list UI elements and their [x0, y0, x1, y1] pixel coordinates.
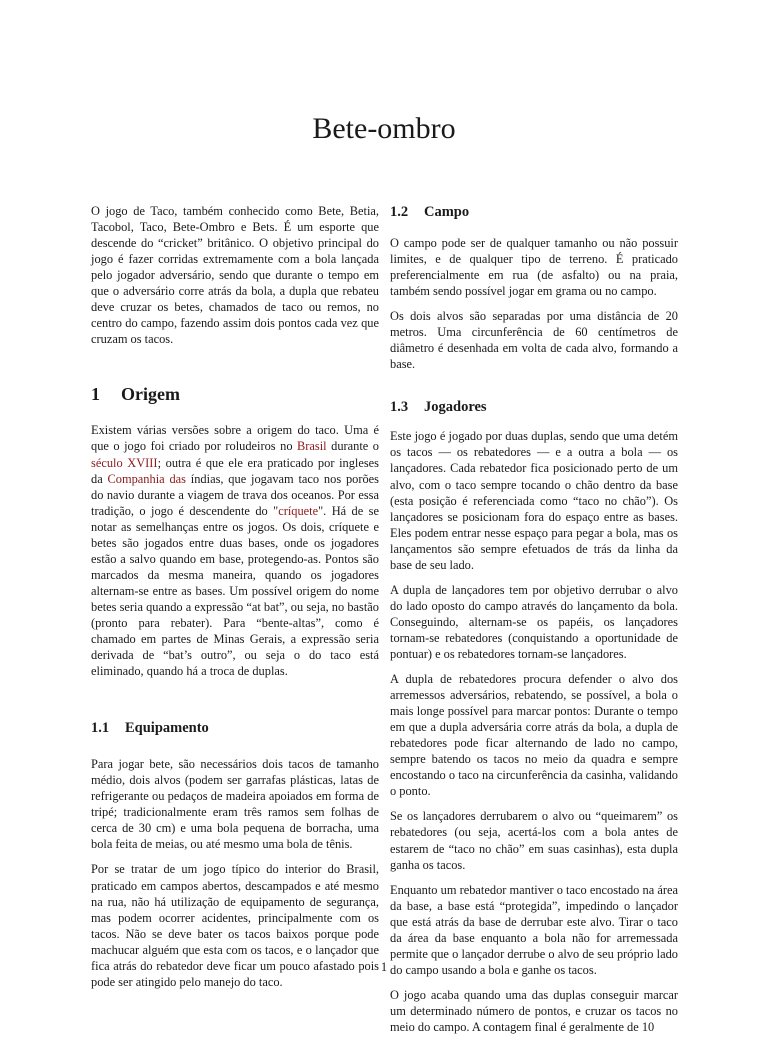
section-heading-jogadores [390, 398, 678, 416]
text-run: ; outra é que ele era praticado por ingleses da [91, 455, 379, 486]
page-number: 1 [380, 960, 388, 974]
section-heading-campo [390, 203, 678, 221]
section-heading-equipamento [91, 719, 379, 737]
left-column [91, 203, 379, 999]
right-column [390, 203, 678, 1044]
page-title: Bete-ombro [312, 112, 456, 145]
link-seculo-xviii[interactable]: século XVIII [91, 455, 158, 470]
text-run: ". Há de se notar as semelhanças entre os jogos. Os dois, críquete e betes são jogados entre duas bases, onde os jogadores estão a salvo quando em base, protegendo-as. Pontos são marcados da mesma maneira, quando os jogadores alternam-se entre as bases. Um possível origem do nome betes seria quando a expressão “at bat”, ou seja, no bastão (pronto para rebater). Para “bente-altas”, como é chamado em partes de Minas Gerais, a expressão seria derivada de “bat’s outro”, ou seja o do taco está eliminado, quando há a troca de duplas. [91, 503, 379, 679]
link-companhia-das[interactable]: Companhia das [107, 471, 186, 486]
section-number: 1.2 [390, 204, 409, 220]
jogadores-paragraph-4: Se os lançadores derrubarem o alvo ou “queimarem” os rebatedores (ou seja, acertá-los com a bola antes de estarem de “taco no chão” em suas casinhas), esta dupla ganha os tacos. [390, 809, 678, 872]
campo-paragraph-1: O campo pode ser de qualquer tamanho ou não possuir limites, e de qualquer tipo de terreno. É praticado preferencialmente em rua (de asfalto) ou na praia, também sendo possível jogar em grama ou no campo. [390, 236, 678, 299]
section-title: Equipamento [125, 720, 209, 737]
jogadores-paragraph-6: O jogo acaba quando uma das duplas conseguir marcar um determinado número de pontos, e cruzar os tacos no meio do campo. A contagem final é geralmente de 10 [390, 987, 678, 1034]
section-number: 1 [91, 384, 100, 405]
text-run: durante o [326, 439, 380, 454]
origem-paragraph [91, 422, 379, 679]
jogadores-paragraph-3: A dupla de rebatedores procura defender o alvo dos arremessos adversários, rebatendo, se possível, a bola o mais longe possível para marcar pontos: Durante o tempo em que a dupla adversária corre atrás da bola, a dupla de rebatedores pode ficar alternando de lado no campo, sempre batendo os tacos no meio da quadra e sempre encostando o taco na circunferência da casinha, validando o ponto. [390, 672, 678, 799]
text-run: índias, que jogavam taco nos porões do navio durante a viagem de trava dos oceanos. Por essa tradição, o jogo é descendente do " [91, 471, 379, 518]
jogadores-paragraph-1: Este jogo é jogado por duas duplas, sendo que uma detém os tacos — os rebatedores — e a outra a bola — os lançadores. Cada rebatedor fica posicionado perto de um alvo, com o taco sempre tocando o chão dentro da base (esta posição é referenciada como “taco no chão”). Os lançadores se posicionam fora do espaço entre as bases. Eles podem entrar nesse espaço para pegar a bola, mas os lançamentos são sempre efetuados de trás da linha da base de seu lado. [390, 429, 678, 572]
section-title: Campo [424, 204, 470, 220]
section-number: 1.1 [91, 720, 110, 737]
jogadores-paragraph-2: A dupla de lançadores tem por objetivo derrubar o alvo do lado oposto do campo através do lançamento da bola. Conseguindo, alternam-se os papéis, os lançadores tornam-se rebatedores (conquistando a oportunidade de pontuar) e os rebatedores tornam-se lançadores. [390, 582, 678, 661]
equipamento-paragraph-2: Por se tratar de um jogo típico do interior do Brasil, praticado em campos abertos, descampados e até mesmo na rua, não há utilização de equipamento de segurança, mas podem ocorrer acidentes, principalmente com os tacos. Não se deve bater os tacos baixos porque pode machucar alguém que esta com os tacos, e o lançador que fica atrás do rebatedor deve ficar um pouco afastado pois pode ser atingido pelo manejo do taco. [91, 862, 379, 989]
section-title: Origem [121, 384, 180, 405]
campo-paragraph-2: Os dois alvos são separadas por uma distância de 20 metros. Uma circunferência de 60 centímetros de diâmetro é desenhada em volta de cada alvo, formando a base. [390, 309, 678, 372]
section-heading-origem [91, 383, 379, 405]
text-run: Existem várias versões sobre a origem do taco. Uma é que o jogo foi criado por roludeiros no [91, 423, 379, 454]
equipamento-paragraph-1: Para jogar bete, são necessários dois tacos de tamanho médio, dois alvos (podem ser garrafas plásticas, latas de refrigerante ou pedaços de madeira apoiados em forma de tripé; tradicionalmente eram três ramos sem folhas de cerca de 30 cm) e uma bola pequena de borracha, uma bola feita de meias, ou até mesmo uma bola de tênis. [91, 757, 379, 852]
link-brasil[interactable]: Brasil [297, 439, 327, 454]
intro-paragraph: O jogo de Taco, também conhecido como Bete, Betia, Tacobol, Taco, Bete-Ombro e Bets. É um esporte que descende do “cricket” britânico. O objetivo principal do jogo é fazer corridas extremamente com a bola lançada pelo jogador adversário, sendo que durante o tempo em que o adversário corre atrás da bola, a dupla que rebateu deve cruzar os betes, chamados de taco ou remos, no centro do campo, fazendo assim dois pontos cada vez que cruzam os tacos. [91, 204, 379, 347]
section-title: Jogadores [424, 399, 487, 416]
section-number: 1.3 [390, 399, 409, 416]
link-criquete[interactable]: críquete [278, 503, 319, 518]
jogadores-paragraph-5: Enquanto um rebatedor mantiver o taco encostado na área da base, a base está “protegida”, impedindo o lançador que está atrás da base de derrubar este alvo. Tirar o taco da área da base enquanto a bola não for arremessada permite que o lançador derrube o alvo de seu próprio lado do campo usando a bola e ganhe os tacos. [390, 882, 678, 977]
